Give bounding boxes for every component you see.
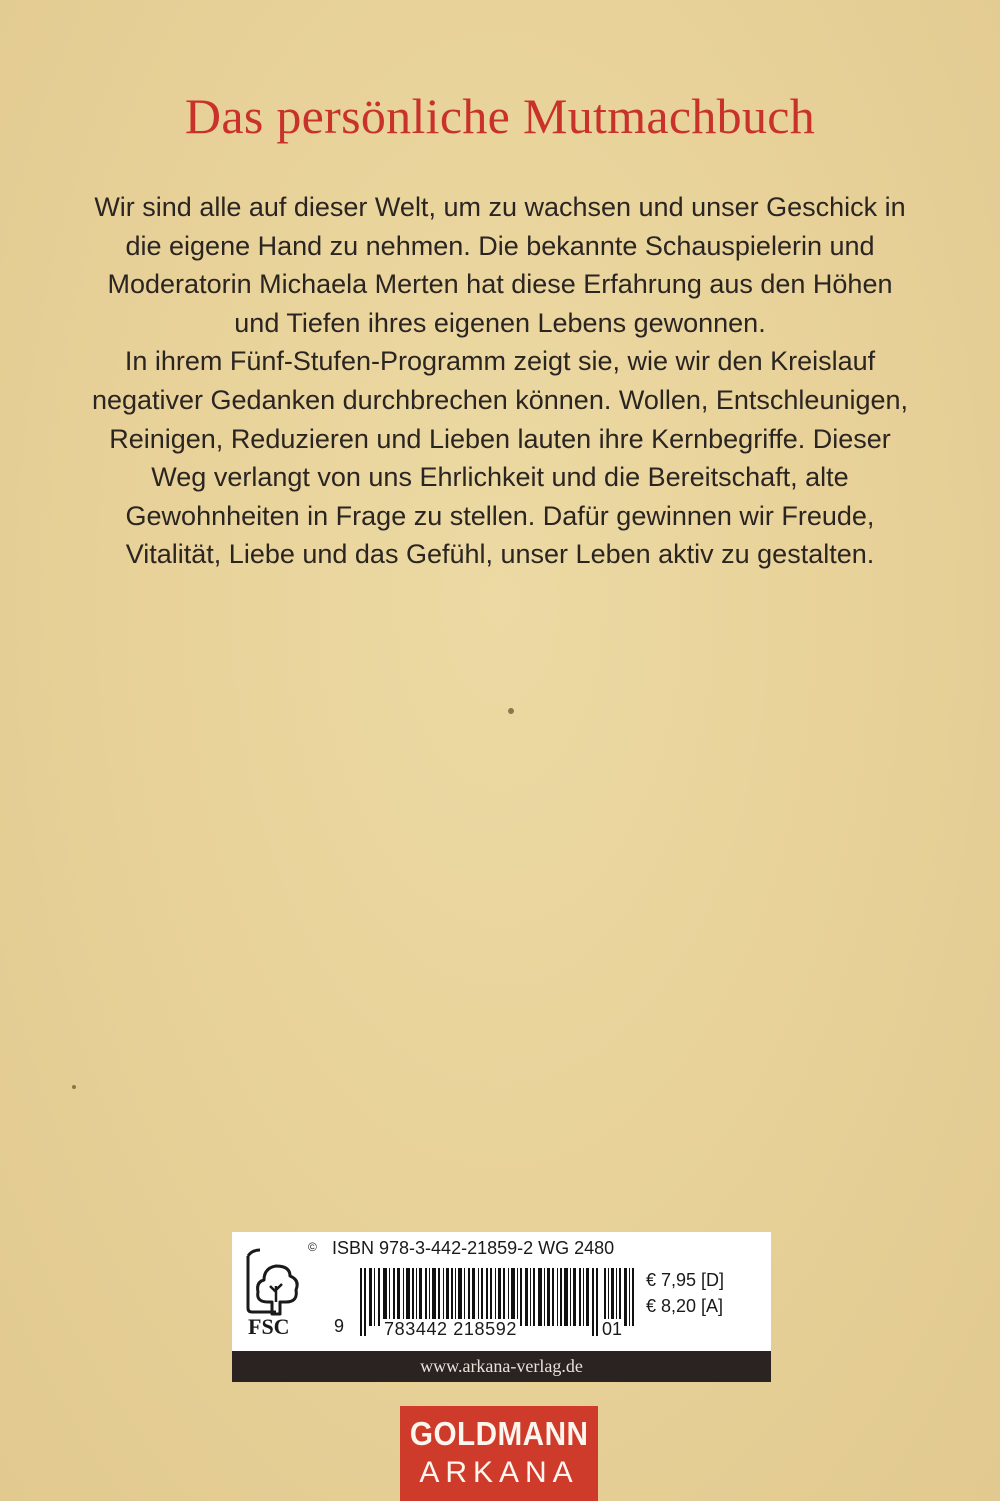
print-speck: [72, 1085, 76, 1089]
barcode-addon-digits: 01: [602, 1319, 623, 1339]
publisher-website: www.arkana-verlag.de: [232, 1351, 771, 1382]
price-austria: € 8,20 [A]: [646, 1296, 724, 1316]
barcode-lead-digit: 9: [334, 1316, 345, 1336]
blurb-paragraph: In ihrem Fünf-Stufen-Programm zeigt sie, wie wir den Kreislauf negativer Gedanken durchbrechen können. Wollen, Entschleunigen, Reinigen, Reduzieren und Lieben lauten ihre Kernbegriffe. Dieser Weg verlangt von uns Ehrlichkeit und die Bereitschaft, alte Gewohnheiten in Frage zu stellen. Dafür gewinnen wir Freude, Vitalität, Liebe und das Gefühl, unser Leben aktiv zu gestalten.: [91, 346, 909, 570]
price-germany: € 7,95 [D]: [646, 1270, 725, 1290]
publisher-name: GOLDMANN: [409, 1415, 589, 1452]
barcode-panel: [232, 1232, 771, 1382]
publisher-logo: [400, 1406, 598, 1501]
print-speck: [508, 708, 514, 714]
fsc-label: FSC: [248, 1314, 290, 1339]
copyright-symbol: ©: [308, 1240, 317, 1254]
headline: Das persönliche Mutmachbuch: [184, 88, 816, 144]
isbn-line: ISBN 978-3-442-21859-2 WG 2480: [332, 1238, 615, 1258]
blurb-paragraph: Wir sind alle auf dieser Welt, um zu wachsen und unser Geschick in die eigene Hand zu nehmen. Die bekannte Schauspielerin und Moderatorin Michaela Merten hat diese Erfahrung aus den Höhen und Tiefen ihres eigenen Lebens gewonnen.: [94, 192, 906, 338]
blurb-text: [90, 188, 910, 574]
publisher-imprint: ARKANA: [419, 1456, 579, 1489]
barcode-digits: 783442 218592: [384, 1319, 517, 1339]
